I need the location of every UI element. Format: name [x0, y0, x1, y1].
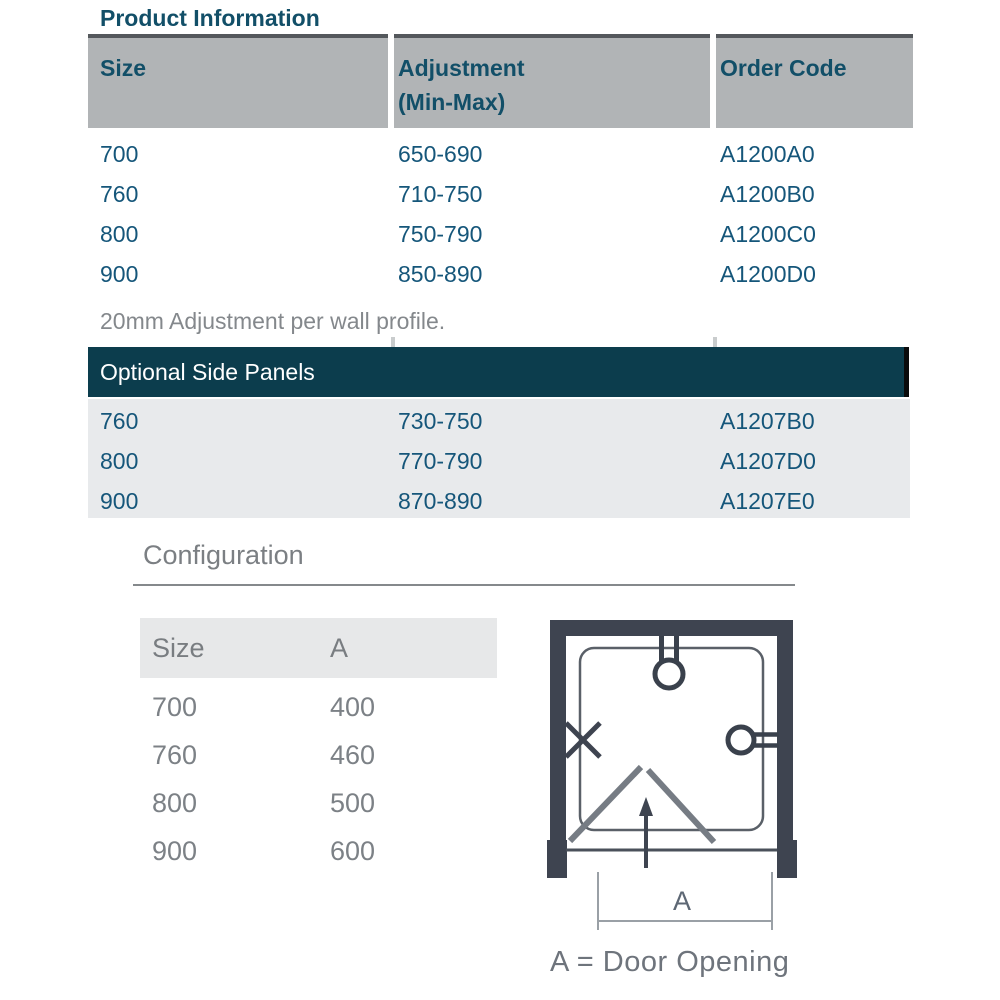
column-header-adjustment-sublabel: (Min-Max)	[398, 89, 506, 115]
size-cell: 700	[100, 140, 139, 167]
order-code-cell: A1200D0	[720, 260, 816, 287]
adjustment-note: 20mm Adjustment per wall profile.	[100, 308, 446, 334]
configuration-table-body	[140, 678, 497, 875]
product-information-title: Product Information	[100, 5, 320, 31]
column-header-order-code-label: Order Code	[720, 55, 847, 81]
size-cell: 900	[100, 487, 139, 514]
a-cell: 460	[330, 739, 376, 770]
a-cell: 400	[330, 691, 376, 722]
table-row	[140, 827, 497, 875]
column-divider-tick	[713, 337, 717, 347]
size-cell: 700	[152, 691, 198, 722]
table-row	[88, 401, 910, 441]
adjustment-cell: 850-890	[398, 260, 483, 287]
adjustment-cell: 710-750	[398, 180, 483, 207]
product-info-table-header	[88, 34, 913, 128]
size-cell: 900	[152, 835, 198, 866]
table-row	[140, 779, 497, 827]
order-code-cell: A1200A0	[720, 140, 815, 167]
column-header-order-code	[716, 34, 913, 128]
table-row	[140, 683, 497, 731]
table-row	[88, 481, 910, 521]
right-wall-foot	[777, 840, 797, 878]
optional-side-panels-table-body	[88, 399, 910, 518]
adjustment-cell: 650-690	[398, 140, 483, 167]
a-cell: 500	[330, 787, 376, 818]
order-code-cell: A1207B0	[720, 407, 815, 434]
adjustment-cell: 750-790	[398, 220, 483, 247]
order-code-cell: A1200B0	[720, 180, 815, 207]
table-row	[140, 731, 497, 779]
size-cell: 800	[100, 447, 139, 474]
optional-side-panels-header: Optional Side Panels	[88, 347, 909, 397]
size-cell: 760	[100, 180, 139, 207]
column-header-size	[88, 34, 388, 128]
table-row	[88, 134, 913, 174]
size-cell: 760	[100, 407, 139, 434]
column-divider-tick	[391, 337, 395, 347]
column-header-size-label: Size	[100, 55, 147, 81]
table-row	[88, 214, 913, 254]
adjustment-cell: 770-790	[398, 447, 483, 474]
left-wall	[550, 620, 566, 878]
dimension-label: A	[672, 886, 692, 916]
wall-fixing-x	[566, 723, 600, 757]
size-cell: 760	[152, 739, 198, 770]
pivot-ring-top	[655, 636, 683, 688]
order-code-cell: A1207E0	[720, 487, 815, 514]
a-cell: 600	[330, 835, 376, 866]
size-cell: 900	[100, 260, 139, 287]
right-wall	[777, 620, 793, 878]
config-column-a: A	[330, 632, 349, 663]
configuration-table-header	[140, 618, 497, 678]
adjustment-cell: 870-890	[398, 487, 483, 514]
size-cell: 800	[100, 220, 139, 247]
column-header-adjustment-label: Adjustment	[398, 55, 525, 81]
shower-enclosure-diagram	[545, 610, 805, 940]
order-code-cell: A1200C0	[720, 220, 816, 247]
size-cell: 800	[152, 787, 198, 818]
configuration-table	[140, 618, 497, 875]
config-column-size: Size	[152, 632, 205, 663]
table-row	[88, 254, 913, 294]
handle-ring-right	[728, 727, 779, 753]
top-wall	[550, 620, 793, 636]
door-swing-arrow	[639, 797, 653, 868]
column-header-adjustment	[394, 34, 710, 128]
table-row	[88, 441, 910, 481]
table-row	[88, 174, 913, 214]
product-info-table-body	[88, 128, 913, 294]
left-wall-foot	[547, 840, 567, 878]
order-code-cell: A1207D0	[720, 447, 816, 474]
configuration-divider	[133, 584, 795, 586]
adjustment-cell: 730-750	[398, 407, 483, 434]
configuration-title: Configuration	[143, 540, 304, 570]
diagram-caption: A = Door Opening	[550, 946, 790, 978]
